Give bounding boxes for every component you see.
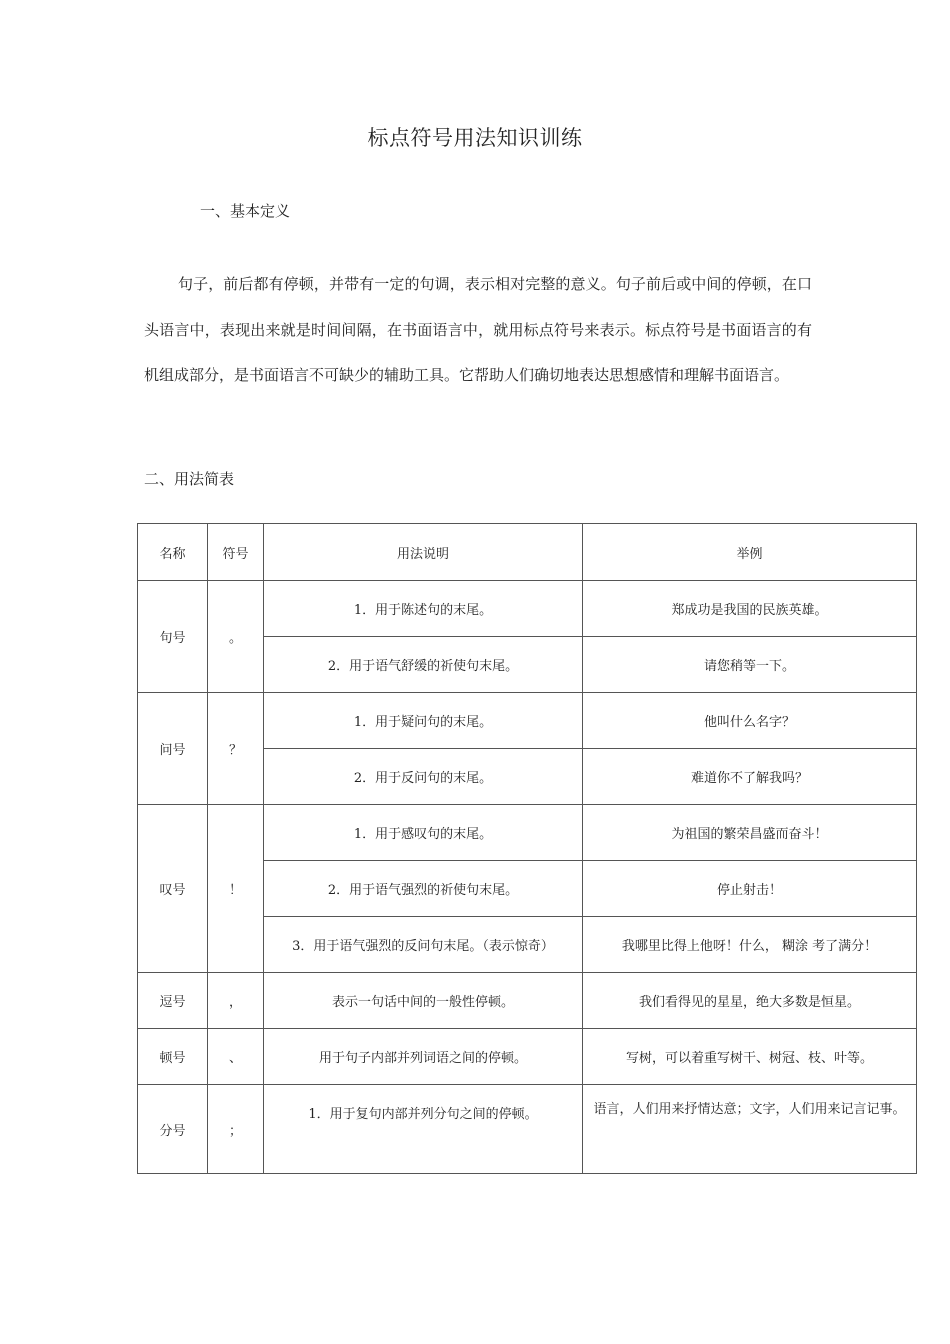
example-cell: 郑成功是我国的民族英雄。 [583,581,917,637]
example-cell: 我们看得见的星星，绝大多数是恒星。 [583,973,917,1029]
punct-name: 分号 [138,1085,208,1174]
punct-name: 顿号 [138,1029,208,1085]
usage-cell: 2．用于反问句的末尾。 [264,749,583,805]
header-example: 举例 [583,524,917,581]
usage-cell: 1．用于复句内部并列分句之间的停顿。 [264,1085,583,1174]
section-heading-usage-table: 二、用法简表 [144,470,235,488]
section-heading-definition: 一、基本定义 [200,202,291,220]
table-row [138,1029,917,1085]
usage-cell: 1．用于感叹句的末尾。 [264,805,583,861]
table-row [138,581,917,637]
usage-cell: 1．用于陈述句的末尾。 [264,581,583,637]
example-cell: 他叫什么名字？ [583,693,917,749]
punct-symbol: ？ [208,693,264,805]
table-row [138,973,917,1029]
punct-name: 叹号 [138,805,208,973]
punct-symbol: ， [208,973,264,1029]
punct-name: 问号 [138,693,208,805]
usage-cell: 2．用于语气舒缓的祈使句末尾。 [264,637,583,693]
example-cell: 请您稍等一下。 [583,637,917,693]
punct-symbol: 。 [208,581,264,693]
punct-symbol: ； [208,1085,264,1174]
punct-name: 逗号 [138,973,208,1029]
usage-cell: 3．用于语气强烈的反问句末尾。（表示惊奇） [264,917,583,973]
header-symbol: 符号 [208,524,264,581]
document-title: 标点符号用法知识训练 [367,126,583,150]
punct-symbol: ！ [208,805,264,973]
example-cell: 语言，人们用来抒情达意；文字，人们用来记言记事。 [583,1085,917,1174]
punct-name: 句号 [138,581,208,693]
example-cell: 难道你不了解我吗？ [583,749,917,805]
table-header-row [138,524,917,581]
definition-paragraph: 句子，前后都有停顿，并带有一定的句调，表示相对完整的意义。句子前后或中间的停顿，在口头语言中，表现出来就是时间间隔，在书面语言中，就用标点符号来表示。标点符号是书面语言的有机组成部分，是书面语言不可缺少的辅助工具。它帮助人们确切地表达思想感情和理解书面语言。 [144,275,812,384]
table-row [138,693,917,749]
example-cell: 写树，可以着重写树干、树冠、枝、叶等。 [583,1029,917,1085]
usage-cell: 用于句子内部并列词语之间的停顿。 [264,1029,583,1085]
usage-cell: 1．用于疑问句的末尾。 [264,693,583,749]
header-usage: 用法说明 [264,524,583,581]
usage-cell: 表示一句话中间的一般性停顿。 [264,973,583,1029]
example-cell: 停止射击！ [583,861,917,917]
punct-symbol: 、 [208,1029,264,1085]
example-cell: 我哪里比得上他呀！什么， 糊涂 考了满分！ [583,917,917,973]
example-cell: 为祖国的繁荣昌盛而奋斗！ [583,805,917,861]
punctuation-usage-table [137,523,917,1174]
usage-cell: 2．用于语气强烈的祈使句末尾。 [264,861,583,917]
header-name: 名称 [138,524,208,581]
table-row [138,1085,917,1174]
table-row [138,805,917,861]
